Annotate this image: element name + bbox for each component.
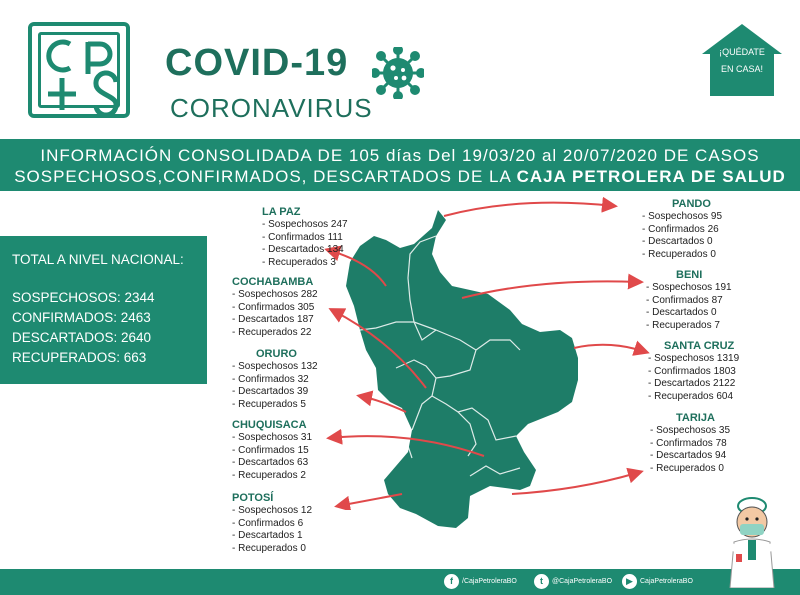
dept-recuperados: - Recuperados 2 xyxy=(232,469,306,481)
cps-logo xyxy=(28,22,130,118)
dept-potosi xyxy=(232,491,312,555)
youtube-icon: ▶ xyxy=(622,574,637,589)
stay-home-badge xyxy=(700,22,784,98)
facebook-icon: f xyxy=(444,574,459,589)
dept-recuperados: - Recuperados 3 xyxy=(262,256,336,268)
totals-sospechosos: SOSPECHOSOS: 2344 xyxy=(12,290,155,305)
twitter-handle: @CajaPetroleraBO xyxy=(552,578,613,585)
dept-descartados: - Descartados 1 xyxy=(232,530,303,542)
dept-sospechosos: - Sospechosos 132 xyxy=(232,361,318,372)
dept-name: POTOSÍ xyxy=(232,492,274,504)
virus-icon xyxy=(372,47,424,99)
youtube-handle: CajaPetroleraBO xyxy=(640,578,693,585)
page-subtitle: CORONAVIRUS xyxy=(170,93,373,123)
dept-sospechosos: - Sospechosos 1319 xyxy=(648,353,740,364)
footer-bar xyxy=(0,569,800,595)
info-banner xyxy=(0,139,800,191)
dept-chuquisaca xyxy=(232,418,312,482)
dept-confirmados: - Confirmados 305 xyxy=(232,301,315,313)
page-title: COVID-19 xyxy=(165,42,349,84)
dept-sospechosos: - Sospechosos 31 xyxy=(232,432,313,443)
twitter-link[interactable] xyxy=(534,573,612,591)
dept-sospechosos: - Sospechosos 35 xyxy=(650,425,731,436)
dept-name: PANDO xyxy=(672,198,711,210)
youtube-link[interactable] xyxy=(622,573,693,591)
dept-descartados: - Descartados 134 xyxy=(262,244,344,256)
facebook-handle: /CajaPetroleraBO xyxy=(462,578,517,585)
dept-confirmados: - Confirmados 15 xyxy=(232,444,309,456)
stay-home-line2: EN CASA! xyxy=(720,64,763,74)
dept-tarija xyxy=(650,411,730,475)
dept-descartados: - Descartados 0 xyxy=(642,236,713,248)
dept-name: SANTA CRUZ xyxy=(664,340,735,352)
dept-confirmados: - Confirmados 87 xyxy=(646,294,723,306)
dept-name: COCHABAMBA xyxy=(232,276,314,288)
dept-name: CHUQUISACA xyxy=(232,419,307,431)
dept-name: ORURO xyxy=(256,348,297,360)
dept-confirmados: - Confirmados 111 xyxy=(262,231,343,243)
banner-line2-text: SOSPECHOSOS,CONFIRMADOS, DESCARTADOS DE LA xyxy=(14,167,517,186)
dept-name: LA PAZ xyxy=(262,206,301,218)
dept-name: BENI xyxy=(676,269,703,281)
dept-descartados: - Descartados 39 xyxy=(232,386,309,398)
totals-confirmados: CONFIRMADOS: 2463 xyxy=(12,310,151,325)
totals-recuperados: RECUPERADOS: 663 xyxy=(12,350,147,365)
dept-descartados: - Descartados 187 xyxy=(232,314,314,326)
dept-descartados: - Descartados 63 xyxy=(232,457,309,469)
dept-recuperados: - Recuperados 22 xyxy=(232,326,312,338)
dept-lapaz xyxy=(262,205,348,269)
totals-descartados: DESCARTADOS: 2640 xyxy=(12,330,152,345)
dept-name: TARIJA xyxy=(676,412,715,424)
dept-oruro xyxy=(232,347,318,411)
dept-descartados: - Descartados 0 xyxy=(646,307,717,319)
dept-descartados: - Descartados 94 xyxy=(650,450,727,462)
banner-line1: INFORMACIÓN CONSOLIDADA DE 105 días Del 19/03/20 al 20/07/2020 DE CASOS xyxy=(40,146,760,165)
dept-recuperados: - Recuperados 0 xyxy=(232,542,306,554)
dept-confirmados: - Confirmados 6 xyxy=(232,517,304,529)
banner-line2 xyxy=(0,166,800,187)
dept-sospechosos: - Sospechosos 95 xyxy=(642,211,723,222)
facebook-link[interactable] xyxy=(444,573,517,591)
dept-descartados: - Descartados 2122 xyxy=(648,378,736,390)
twitter-icon: t xyxy=(534,574,549,589)
dept-recuperados: - Recuperados 604 xyxy=(648,390,734,402)
dept-recuperados: - Recuperados 0 xyxy=(642,248,716,260)
dept-beni xyxy=(646,268,732,332)
dept-pando xyxy=(642,197,722,261)
dept-recuperados: - Recuperados 7 xyxy=(646,319,720,331)
dept-recuperados: - Recuperados 5 xyxy=(232,398,306,410)
dept-sospechosos: - Sospechosos 247 xyxy=(262,219,348,230)
doctor-mascot-icon xyxy=(712,496,792,588)
dept-sospechosos: - Sospechosos 12 xyxy=(232,505,313,516)
dept-confirmados: - Confirmados 26 xyxy=(642,223,719,235)
totals-heading: TOTAL A NIVEL NACIONAL: xyxy=(12,252,184,267)
dept-recuperados: - Recuperados 0 xyxy=(650,462,724,474)
dept-confirmados: - Confirmados 78 xyxy=(650,437,727,449)
dept-santacruz xyxy=(648,339,739,403)
dept-cochabamba xyxy=(232,275,318,339)
stay-home-line1: ¡QUÉDATE xyxy=(719,47,765,57)
dept-sospechosos: - Sospechosos 191 xyxy=(646,282,732,293)
national-totals-panel xyxy=(0,236,207,384)
dept-sospechosos: - Sospechosos 282 xyxy=(232,289,318,300)
dept-confirmados: - Confirmados 1803 xyxy=(648,365,736,377)
banner-line2-org: CAJA PETROLERA DE SALUD xyxy=(516,167,786,186)
dept-confirmados: - Confirmados 32 xyxy=(232,373,309,385)
